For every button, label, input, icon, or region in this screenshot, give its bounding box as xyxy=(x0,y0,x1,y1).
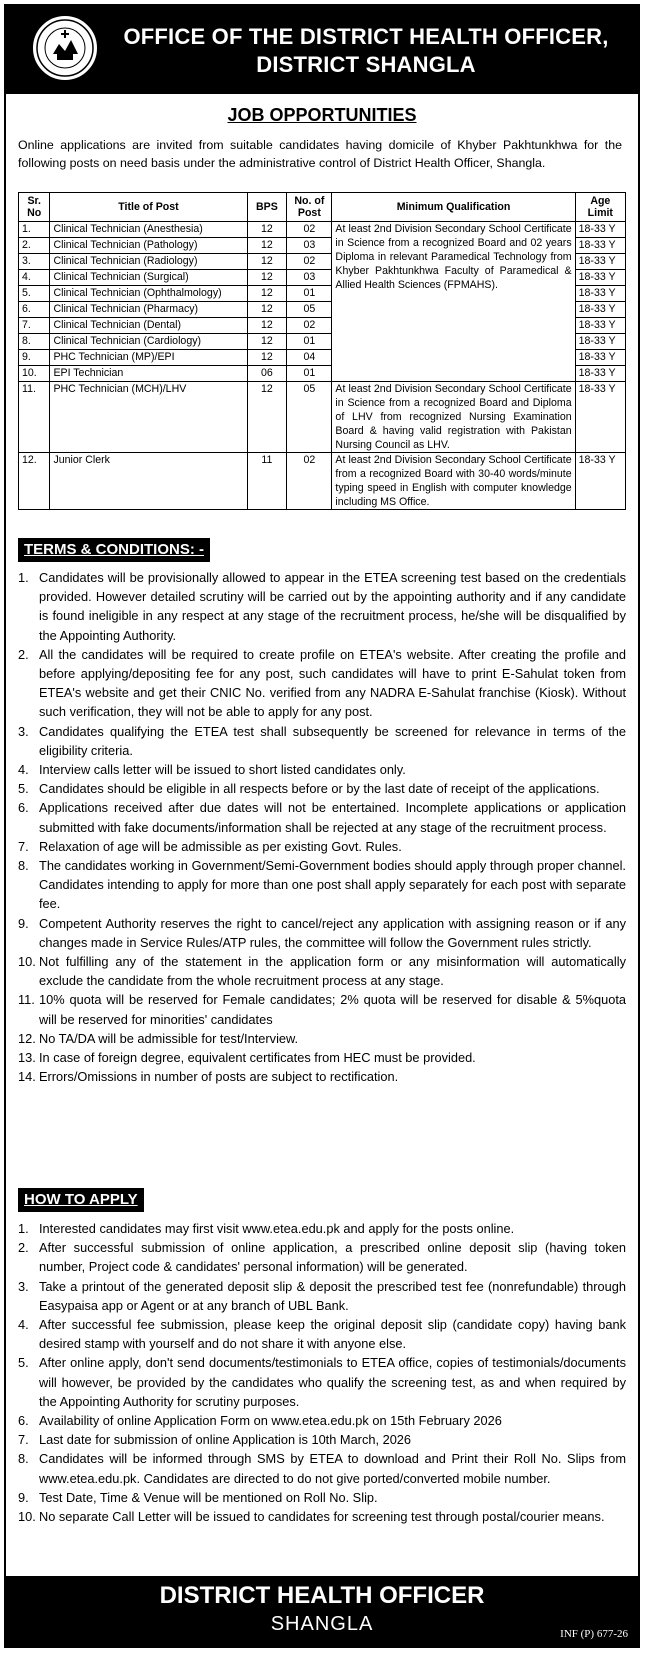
cell-posts: 02 xyxy=(287,254,332,270)
cell-age: 18-33 Y xyxy=(575,318,625,334)
list-item-text: Availability of online Application Form on www.etea.edu.pk on 15th February 2026 xyxy=(39,1413,502,1429)
list-item-text: Not fulfilling any of the statement in the application form or any misinformation will automatically exclude the candidate from the whole recruitment process at any stage. xyxy=(39,954,626,989)
list-item-text: No TA/DA will be admissible for test/Interview. xyxy=(39,1030,299,1046)
list-item-text: Candidates should be eligible in all respects before or by the last date of receipt of the applications. xyxy=(39,781,600,797)
list-item-text: Competent Authority reserves the right to cancel/reject any application with assigning reason or if any changes made in Service Rules/ATP rules, the committee will follow the Government rules strictly. xyxy=(39,915,626,950)
cell-title: PHC Technician (MP)/EPI xyxy=(50,350,247,366)
list-item-text: In case of foreign degree, equivalent certificates from HEC must be provided. xyxy=(39,1050,476,1066)
cell-posts: 01 xyxy=(287,366,332,382)
list-item-number: 10. xyxy=(18,954,36,970)
list-item-number: 9. xyxy=(18,915,29,931)
column-header-qualification: Minimum Qualification xyxy=(332,193,575,222)
list-item xyxy=(18,1238,626,1276)
reference-number: INF (P) 677-26 xyxy=(560,1628,628,1640)
list-item-text: No separate Call Letter will be issued to candidates for screening test through postal/courier means. xyxy=(39,1509,605,1525)
health-department-seal-icon xyxy=(33,16,97,80)
list-item-number: 5. xyxy=(18,1355,29,1371)
cell-title: PHC Technician (MCH)/LHV xyxy=(50,382,247,453)
list-item-number: 8. xyxy=(18,1451,29,1467)
cell-bps: 12 xyxy=(247,270,287,286)
list-item-number: 10. xyxy=(18,1509,36,1525)
list-item xyxy=(18,798,626,836)
cell-title: Clinical Technician (Cardiology) xyxy=(50,334,247,350)
list-item xyxy=(18,1430,626,1449)
cell-age: 18-33 Y xyxy=(575,350,625,366)
list-item-number: 2. xyxy=(18,1240,29,1256)
cell-age: 18-33 Y xyxy=(575,302,625,318)
cell-sr: 1. xyxy=(19,222,50,238)
cell-age: 18-33 Y xyxy=(575,254,625,270)
cell-posts: 02 xyxy=(287,453,332,510)
list-item xyxy=(18,856,626,914)
list-item xyxy=(18,568,626,645)
cell-sr: 8. xyxy=(19,334,50,350)
list-item-text: The candidates working in Government/Semi-Government bodies should apply through proper channel. Candidates intending to apply for more than one post shall apply separately for each post with separate fee. xyxy=(39,858,626,912)
cell-title: Junior Clerk xyxy=(50,453,247,510)
column-header-bps: BPS xyxy=(247,193,287,222)
cell-title: Clinical Technician (Surgical) xyxy=(50,270,247,286)
list-item-number: 12. xyxy=(18,1030,36,1046)
cell-posts: 01 xyxy=(287,334,332,350)
list-item xyxy=(18,760,626,779)
list-item-text: Relaxation of age will be admissible as per existing Govt. Rules. xyxy=(39,838,402,854)
list-item xyxy=(18,1048,626,1067)
list-item xyxy=(18,837,626,856)
list-item-text: Candidates qualifying the ETEA test shall subsequently be screened for relevance in terms of the eligibility criteria. xyxy=(39,723,626,758)
list-item xyxy=(18,914,626,952)
footer-banner xyxy=(6,1576,638,1648)
list-item-number: 3. xyxy=(18,723,29,739)
office-title-line2: DISTRICT SHANGLA xyxy=(256,52,476,77)
list-item xyxy=(18,1219,626,1238)
posts-table xyxy=(18,192,626,510)
cell-age: 18-33 Y xyxy=(575,286,625,302)
cell-posts: 05 xyxy=(287,382,332,453)
list-item-number: 1. xyxy=(18,570,29,585)
cell-age: 18-33 Y xyxy=(575,453,625,510)
list-item xyxy=(18,1411,626,1430)
cell-sr: 10. xyxy=(19,366,50,382)
cell-bps: 12 xyxy=(247,350,287,366)
list-item-text: 10% quota will be reserved for Female candidates; 2% quota will be reserved for disable & 5%quota will be reserved for minorities' candidates xyxy=(39,992,626,1027)
list-item-number: 14. xyxy=(18,1069,36,1085)
cell-bps: 12 xyxy=(247,382,287,453)
cell-title: Clinical Technician (Ophthalmology) xyxy=(50,286,247,302)
list-item-number: 6. xyxy=(18,1413,29,1429)
table-row xyxy=(19,222,626,238)
cell-qualification-group1: At least 2nd Division Secondary School Certificate in Science from a recognized Board and 02 years Diploma in relevant Paramedical Technology from Khyber Pakhtunkhwa Faculty of Paramedical & Allied Health Sciences (FPMAHS). xyxy=(332,222,575,382)
list-item xyxy=(18,1277,626,1315)
office-title-line1: OFFICE OF THE DISTRICT HEALTH OFFICER, xyxy=(123,24,609,49)
list-item xyxy=(18,1353,626,1411)
cell-sr: 7. xyxy=(19,318,50,334)
cell-age: 18-33 Y xyxy=(575,382,625,453)
terms-heading xyxy=(18,538,210,562)
cell-title: Clinical Technician (Radiology) xyxy=(50,254,247,270)
advertisement-page xyxy=(4,4,640,1648)
column-header-age: Age Limit xyxy=(575,193,625,222)
list-item-text: Errors/Omissions in number of posts are subject to rectification. xyxy=(39,1069,399,1085)
cell-sr: 2. xyxy=(19,238,50,254)
list-item xyxy=(18,779,626,798)
cell-bps: 12 xyxy=(247,286,287,302)
list-item xyxy=(18,990,626,1028)
terms-heading-text: TERMS & CONDITIONS: - xyxy=(24,541,204,558)
header-banner xyxy=(6,6,638,94)
cell-posts: 01 xyxy=(287,286,332,302)
page-title: JOB OPPORTUNITIES xyxy=(227,105,417,125)
cell-sr: 6. xyxy=(19,302,50,318)
cell-age: 18-33 Y xyxy=(575,222,625,238)
list-item xyxy=(18,645,626,722)
cell-posts: 03 xyxy=(287,238,332,254)
cell-bps: 12 xyxy=(247,318,287,334)
how-to-apply-list xyxy=(18,1219,626,1526)
list-item xyxy=(18,1029,626,1048)
list-item-text: After successful submission of online application, a prescribed online deposit slip (having token number, Project code & candidates' personal information) will be generated. xyxy=(39,1240,626,1275)
table-row xyxy=(19,453,626,510)
list-item-text: Applications received after due dates will not be entertained. Incomplete applications or application submitted with fake documents/information shall be rejected at any stage of the recruitment process. xyxy=(39,800,626,835)
cell-bps: 12 xyxy=(247,222,287,238)
list-item-number: 8. xyxy=(18,858,29,874)
cell-sr: 4. xyxy=(19,270,50,286)
cell-title: Clinical Technician (Anesthesia) xyxy=(50,222,247,238)
cell-age: 18-33 Y xyxy=(575,366,625,382)
cell-age: 18-33 Y xyxy=(575,270,625,286)
list-item xyxy=(18,1067,626,1086)
cell-bps: 12 xyxy=(247,254,287,270)
list-item-text: After online apply, don't send documents/testimonials to ETEA office, copies of testimonials/documents will however, be provided by the candidates who qualify the screening test, as and when required by the Appointing Authority for scrutiny purposes. xyxy=(39,1355,626,1409)
list-item-text: After successful fee submission, please keep the original deposit slip (candidate copy) having bank desired stamp with yourself and do not share it with anyone else. xyxy=(39,1317,626,1352)
list-item-text: Last date for submission of online Application is 10th March, 2026 xyxy=(39,1432,412,1448)
cell-posts: 03 xyxy=(287,270,332,286)
list-item-text: Candidates will be provisionally allowed to appear in the ETEA screening test based on the credentials provided. However detailed scrutiny will be carried out by the appointing authority and if any candidate is found ineligible in any respect at any stage of the recruitment process, he/she will be disqualified by the Appointing Authority. xyxy=(39,570,626,643)
cell-sr: 11. xyxy=(19,382,50,453)
cell-qualification-group3: At least 2nd Division Secondary School Certificate from a recognized Board with 30-40 words/minute typing speed in English with computer knowledge including MS Office. xyxy=(332,453,575,510)
list-item-text: Candidates will be informed through SMS by ETEA to download and Print their Roll No. Slips from www.etea.edu.pk. Candidates are directed to do not give ported/converted mobile number. xyxy=(39,1451,626,1486)
list-item-number: 7. xyxy=(18,1432,29,1448)
cell-sr: 3. xyxy=(19,254,50,270)
list-item-text: Interested candidates may first visit www.etea.edu.pk and apply for the posts online. xyxy=(39,1221,515,1236)
cell-bps: 12 xyxy=(247,302,287,318)
cell-bps: 06 xyxy=(247,366,287,382)
cell-age: 18-33 Y xyxy=(575,334,625,350)
cell-posts: 02 xyxy=(287,318,332,334)
list-item-number: 11. xyxy=(18,992,35,1008)
list-item-number: 9. xyxy=(18,1489,29,1505)
list-item xyxy=(18,1315,626,1353)
cell-title: EPI Technician xyxy=(50,366,247,382)
list-item-text: Test Date, Time & Venue will be mentioned on Roll No. Slip. xyxy=(39,1489,378,1505)
list-item xyxy=(18,1449,626,1487)
cell-posts: 05 xyxy=(287,302,332,318)
footer-district: SHANGLA xyxy=(270,1613,374,1635)
column-header-posts: No. of Post xyxy=(287,193,332,222)
table-header-row xyxy=(19,193,626,222)
cell-sr: 12. xyxy=(19,453,50,510)
column-header-sr: Sr. No xyxy=(19,193,50,222)
intro-paragraph: Online applications are invited from suitable candidates having domicile of Khyber Pakhtunkhwa for the following posts on need basis under the administrative control of District Health Officer, Shangla. xyxy=(18,138,622,170)
list-item-number: 4. xyxy=(18,1317,29,1333)
list-item-number: 4. xyxy=(18,762,29,778)
how-to-apply-heading xyxy=(18,1188,144,1212)
list-item-number: 3. xyxy=(18,1278,29,1294)
cell-posts: 04 xyxy=(287,350,332,366)
list-item-number: 7. xyxy=(18,838,29,854)
list-item-number: 2. xyxy=(18,646,29,662)
cell-sr: 5. xyxy=(19,286,50,302)
cell-sr: 9. xyxy=(19,350,50,366)
list-item-text: Take a printout of the generated deposit slip & deposit the prescribed test fee (nonrefundable) through Easypaisa app or Agent or at any branch of UBL Bank. xyxy=(39,1278,626,1313)
cell-title: Clinical Technician (Dental) xyxy=(50,318,247,334)
list-item-number: 13. xyxy=(18,1050,36,1066)
list-item xyxy=(18,952,626,990)
column-header-title: Title of Post xyxy=(50,193,247,222)
list-item xyxy=(18,1488,626,1507)
list-item-number: 1. xyxy=(18,1221,29,1236)
cell-bps: 12 xyxy=(247,334,287,350)
list-item xyxy=(18,1507,626,1526)
list-item-text: Interview calls letter will be issued to short listed candidates only. xyxy=(39,762,406,778)
how-to-apply-heading-text: HOW TO APPLY xyxy=(24,1191,138,1208)
list-item-number: 5. xyxy=(18,781,29,797)
cell-title: Clinical Technician (Pathology) xyxy=(50,238,247,254)
list-item-number: 6. xyxy=(18,800,29,816)
list-item xyxy=(18,722,626,760)
cell-posts: 02 xyxy=(287,222,332,238)
table-row xyxy=(19,382,626,453)
cell-title: Clinical Technician (Pharmacy) xyxy=(50,302,247,318)
cell-bps: 12 xyxy=(247,238,287,254)
footer-authority: DISTRICT HEALTH OFFICER xyxy=(159,1582,485,1609)
cell-qualification-group2: At least 2nd Division Secondary School Certificate in Science from a recognized Board and Diploma of LHV from recognized Nursing Examination Board & having valid registration with Pakistan Nursing Council as LHV. xyxy=(332,382,575,453)
cell-age: 18-33 Y xyxy=(575,238,625,254)
terms-list xyxy=(18,568,626,1086)
list-item-text: All the candidates will be required to create profile on ETEA's website. After creating the profile and before applying/depositing fee for any post, such candidates will have to print E-Sahulat token from ETEA's website and get their CNIC No. verified from any NADRA E-Sahulat franchise (Kiosk). Without such verification, they will not be able to apply for any post. xyxy=(39,646,626,720)
cell-bps: 11 xyxy=(247,453,287,510)
